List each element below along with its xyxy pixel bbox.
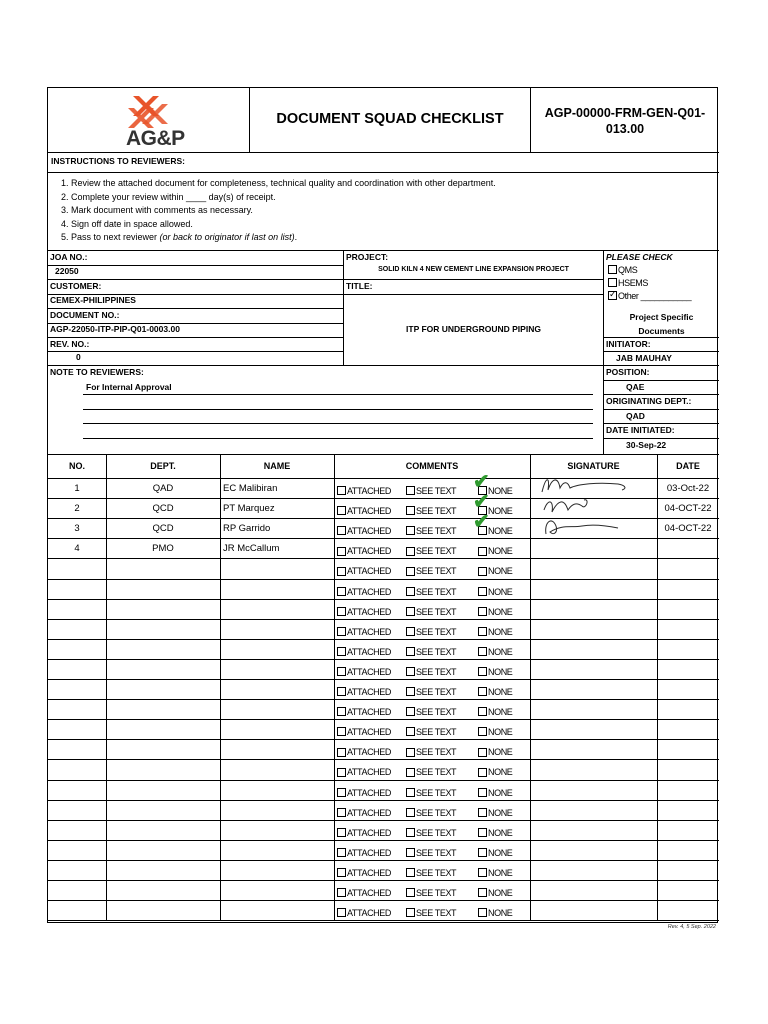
cell-name: EC Malibiran (223, 483, 278, 494)
header-no: NO. (68, 461, 85, 471)
attached-checkbox[interactable] (337, 828, 346, 837)
see-text-label: SEE TEXT (416, 767, 457, 778)
see-text-checkbox[interactable] (406, 687, 415, 696)
none-checkbox[interactable] (478, 587, 487, 596)
none-label: NONE (488, 747, 513, 758)
see-text-label: SEE TEXT (416, 666, 457, 677)
attached-checkbox[interactable] (337, 526, 346, 535)
attached-label: ATTACHED (347, 887, 391, 898)
none-checkbox[interactable] (478, 828, 487, 837)
signature-image (538, 514, 648, 538)
see-text-label: SEE TEXT (416, 887, 457, 898)
none-checkbox[interactable] (478, 547, 487, 556)
hsems-checkbox-row[interactable] (608, 277, 648, 288)
none-label: NONE (488, 606, 513, 617)
see-text-label: SEE TEXT (416, 485, 457, 496)
see-text-label: SEE TEXT (416, 566, 457, 577)
attached-label: ATTACHED (347, 827, 391, 838)
none-checkbox[interactable] (478, 687, 487, 696)
attached-checkbox[interactable] (337, 627, 346, 636)
none-label: NONE (488, 867, 513, 878)
attached-label: ATTACHED (347, 907, 391, 918)
cell-dept: QAD (152, 483, 174, 494)
attached-checkbox[interactable] (337, 647, 346, 656)
project-value: SOLID KILN 4 NEW CEMENT LINE EXPANSION PROJECT (378, 266, 569, 273)
see-text-label: SEE TEXT (416, 827, 457, 838)
header-signature: SIGNATURE (567, 461, 620, 471)
none-checkbox[interactable] (478, 667, 487, 676)
attached-label: ATTACHED (347, 847, 391, 858)
attached-checkbox[interactable] (337, 486, 346, 495)
attached-label: ATTACHED (347, 666, 391, 677)
attached-checkbox[interactable] (337, 607, 346, 616)
attached-checkbox[interactable] (337, 848, 346, 857)
date-initiated-value: 30-Sep-22 (626, 440, 667, 450)
attached-checkbox[interactable] (337, 868, 346, 877)
other-value-line1: Project Specific (629, 312, 694, 322)
see-text-label: SEE TEXT (416, 586, 457, 597)
none-checkbox[interactable] (478, 707, 487, 716)
joa-value: 22050 (55, 266, 79, 276)
attached-checkbox[interactable] (337, 748, 346, 757)
document-code-line1: AGP-00000-FRM-GEN-Q01- (544, 106, 706, 120)
see-text-label: SEE TEXT (416, 626, 457, 637)
see-text-label: SEE TEXT (416, 907, 457, 918)
attached-checkbox[interactable] (337, 587, 346, 596)
see-text-checkbox[interactable] (406, 808, 415, 817)
instructions-list (61, 177, 496, 245)
instruction-item-5-end: . (294, 232, 298, 242)
other-checkbox-row[interactable] (608, 290, 691, 301)
cell-name: RP Garrido (223, 523, 271, 535)
none-label: NONE (488, 887, 513, 898)
attached-label: ATTACHED (347, 586, 391, 597)
rev-no-value: 0 (76, 352, 81, 362)
attached-checkbox[interactable] (337, 687, 346, 696)
attached-label: ATTACHED (347, 626, 391, 637)
see-text-checkbox[interactable] (406, 506, 415, 515)
attached-label: ATTACHED (347, 525, 391, 536)
attached-label: ATTACHED (347, 546, 391, 557)
attached-checkbox[interactable] (337, 506, 346, 515)
initiator-label: INITIATOR: (606, 339, 651, 349)
none-checkbox[interactable] (478, 607, 487, 616)
document-no-value: AGP-22050-ITP-PIP-Q01-0003.00 (50, 324, 180, 334)
cell-no: 2 (74, 503, 80, 515)
see-text-checkbox[interactable] (406, 828, 415, 837)
position-label: POSITION: (606, 367, 650, 377)
cell-date: 04-OCT-22 (664, 503, 712, 515)
none-checkbox[interactable] (478, 567, 487, 576)
company-logo (108, 92, 198, 152)
cell-dept: PMO (152, 543, 174, 555)
cell-no: 4 (74, 543, 80, 555)
originating-dept-value: QAD (626, 411, 645, 421)
attached-checkbox[interactable] (337, 707, 346, 716)
other-label: Other ___________ (618, 290, 692, 301)
checkmark-icon: ✓ (609, 289, 617, 300)
header-dept: DEPT. (150, 461, 176, 471)
attached-checkbox[interactable] (337, 808, 346, 817)
form-title: DOCUMENT SQUAD CHECKLIST (276, 111, 504, 127)
green-checkmark-icon: ✔ (473, 491, 490, 514)
see-text-label: SEE TEXT (416, 606, 457, 617)
none-label: NONE (488, 787, 513, 798)
other-checkbox[interactable] (608, 291, 617, 300)
cell-name: PT Marquez (223, 503, 275, 515)
see-text-checkbox[interactable] (406, 788, 415, 797)
see-text-checkbox[interactable] (406, 848, 415, 857)
rev-no-label: REV. NO.: (50, 339, 90, 349)
attached-label: ATTACHED (347, 566, 391, 577)
none-label: NONE (488, 706, 513, 717)
see-text-checkbox[interactable] (406, 647, 415, 656)
attached-label: ATTACHED (347, 505, 391, 516)
see-text-checkbox[interactable] (406, 627, 415, 636)
none-checkbox[interactable] (478, 647, 487, 656)
customer-label: CUSTOMER: (50, 281, 102, 291)
instruction-item: 2. Complete your review within ____ day(s) of receipt. (61, 191, 276, 202)
see-text-label: SEE TEXT (416, 787, 457, 798)
none-checkbox[interactable] (478, 868, 487, 877)
initiator-value: JAB MAUHAY (616, 353, 672, 363)
note-label: NOTE TO REVIEWERS: (50, 367, 144, 377)
see-text-checkbox[interactable] (406, 567, 415, 576)
see-text-checkbox[interactable] (406, 486, 415, 495)
see-text-checkbox[interactable] (406, 547, 415, 556)
see-text-checkbox[interactable] (406, 667, 415, 676)
instruction-item: 1. Review the attached document for completeness, technical quality and coordination with other department. (61, 178, 496, 188)
note-value: For Internal Approval (86, 382, 172, 392)
attached-checkbox[interactable] (337, 888, 346, 897)
cell-dept: QCD (152, 503, 174, 515)
see-text-checkbox[interactable] (406, 748, 415, 757)
see-text-label: SEE TEXT (416, 706, 457, 717)
customer-value: CEMEX-PHILIPPINES (50, 295, 136, 305)
attached-label: ATTACHED (347, 686, 391, 697)
header-comments: COMMENTS (405, 461, 459, 471)
qms-checkbox[interactable] (608, 265, 617, 274)
title-label: TITLE: (346, 281, 373, 291)
none-checkbox[interactable] (478, 627, 487, 636)
title-value: ITP FOR UNDERGROUND PIPING (406, 324, 541, 334)
document-no-label: DOCUMENT NO.: (50, 310, 120, 320)
see-text-checkbox[interactable] (406, 908, 415, 917)
attached-label: ATTACHED (347, 485, 391, 496)
none-label: NONE (488, 767, 513, 778)
see-text-label: SEE TEXT (416, 546, 457, 557)
attached-checkbox[interactable] (337, 727, 346, 736)
qms-label: QMS (618, 264, 638, 275)
see-text-label: SEE TEXT (416, 646, 457, 657)
cell-date: 03-Oct-22 (666, 483, 710, 494)
checklist-form (47, 87, 718, 923)
see-text-label: SEE TEXT (416, 525, 457, 536)
document-code (531, 105, 719, 137)
see-text-label: SEE TEXT (416, 726, 457, 737)
none-label: NONE (488, 566, 513, 577)
see-text-label: SEE TEXT (416, 807, 457, 818)
please-check-label: PLEASE CHECK (606, 252, 673, 262)
see-text-label: SEE TEXT (416, 747, 457, 758)
none-label: NONE (488, 626, 513, 637)
none-label: NONE (488, 807, 513, 818)
attached-checkbox[interactable] (337, 908, 346, 917)
none-checkbox[interactable] (478, 748, 487, 757)
originating-dept-label: ORIGINATING DEPT.: (606, 396, 692, 406)
qms-checkbox-row[interactable] (608, 264, 637, 275)
none-label: NONE (488, 907, 513, 918)
attached-checkbox[interactable] (337, 768, 346, 777)
none-label: NONE (488, 726, 513, 737)
cell-no: 3 (74, 523, 80, 535)
none-checkbox[interactable] (478, 848, 487, 857)
green-checkmark-icon: ✔ (473, 511, 490, 534)
header-name: NAME (263, 461, 291, 471)
see-text-label: SEE TEXT (416, 686, 457, 697)
instructions-label: INSTRUCTIONS TO REVIEWERS: (51, 156, 185, 166)
instruction-item: 4. Sign off date in space allowed. (61, 218, 193, 229)
none-checkbox[interactable] (478, 768, 487, 777)
see-text-checkbox[interactable] (406, 868, 415, 877)
revision-note: Rev. 4, 5 Sep. 2022 (667, 924, 716, 930)
hsems-label: HSEMS (618, 277, 649, 288)
cell-name: JR McCallum (223, 543, 280, 555)
project-label: PROJECT: (346, 252, 389, 262)
see-text-label: SEE TEXT (416, 867, 457, 878)
see-text-label: SEE TEXT (416, 505, 457, 516)
see-text-checkbox[interactable] (406, 526, 415, 535)
cell-no: 1 (74, 483, 80, 494)
none-checkbox[interactable] (478, 727, 487, 736)
other-value (604, 310, 719, 338)
attached-label: ATTACHED (347, 726, 391, 737)
attached-label: ATTACHED (347, 706, 391, 717)
see-text-checkbox[interactable] (406, 707, 415, 716)
none-checkbox[interactable] (478, 908, 487, 917)
none-label: NONE (488, 485, 513, 496)
none-label: NONE (488, 686, 513, 697)
none-label: NONE (488, 646, 513, 657)
position-value: QAE (626, 382, 645, 392)
attached-checkbox[interactable] (337, 567, 346, 576)
none-label: NONE (488, 827, 513, 838)
attached-label: ATTACHED (347, 747, 391, 758)
attached-label: ATTACHED (347, 646, 391, 657)
hsems-checkbox[interactable] (608, 278, 617, 287)
header-date: DATE (676, 461, 700, 471)
joa-label: JOA NO.: (50, 252, 88, 262)
logo-text: AG&P (126, 127, 185, 150)
none-label: NONE (488, 586, 513, 597)
attached-label: ATTACHED (347, 787, 391, 798)
date-initiated-label: DATE INITIATED: (606, 425, 675, 435)
none-label: NONE (488, 505, 513, 516)
none-checkbox[interactable] (478, 808, 487, 817)
cell-date: 04-OCT-22 (664, 523, 712, 535)
see-text-checkbox[interactable] (406, 888, 415, 897)
document-code-line2: 013.00 (605, 122, 645, 136)
none-label: NONE (488, 847, 513, 858)
attached-label: ATTACHED (347, 606, 391, 617)
none-checkbox[interactable] (478, 788, 487, 797)
attached-label: ATTACHED (347, 767, 391, 778)
attached-checkbox[interactable] (337, 667, 346, 676)
see-text-checkbox[interactable] (406, 587, 415, 596)
see-text-label: SEE TEXT (416, 847, 457, 858)
attached-checkbox[interactable] (337, 547, 346, 556)
see-text-checkbox[interactable] (406, 607, 415, 616)
cell-dept: QCD (152, 523, 174, 535)
instruction-item (61, 231, 496, 245)
see-text-checkbox[interactable] (406, 727, 415, 736)
attached-checkbox[interactable] (337, 788, 346, 797)
green-checkmark-icon: ✔ (473, 471, 490, 493)
instruction-item: 3. Mark document with comments as necessary. (61, 205, 253, 215)
none-checkbox[interactable] (478, 888, 487, 897)
instruction-item-5: 5. Pass to next reviewer (61, 232, 160, 242)
instruction-item-5-italic: (or back to originator if last on list) (159, 232, 295, 242)
none-label: NONE (488, 546, 513, 557)
see-text-checkbox[interactable] (406, 768, 415, 777)
none-label: NONE (488, 666, 513, 677)
none-label: NONE (488, 525, 513, 536)
attached-label: ATTACHED (347, 867, 391, 878)
attached-label: ATTACHED (347, 807, 391, 818)
other-value-line2: Documents (638, 326, 685, 336)
